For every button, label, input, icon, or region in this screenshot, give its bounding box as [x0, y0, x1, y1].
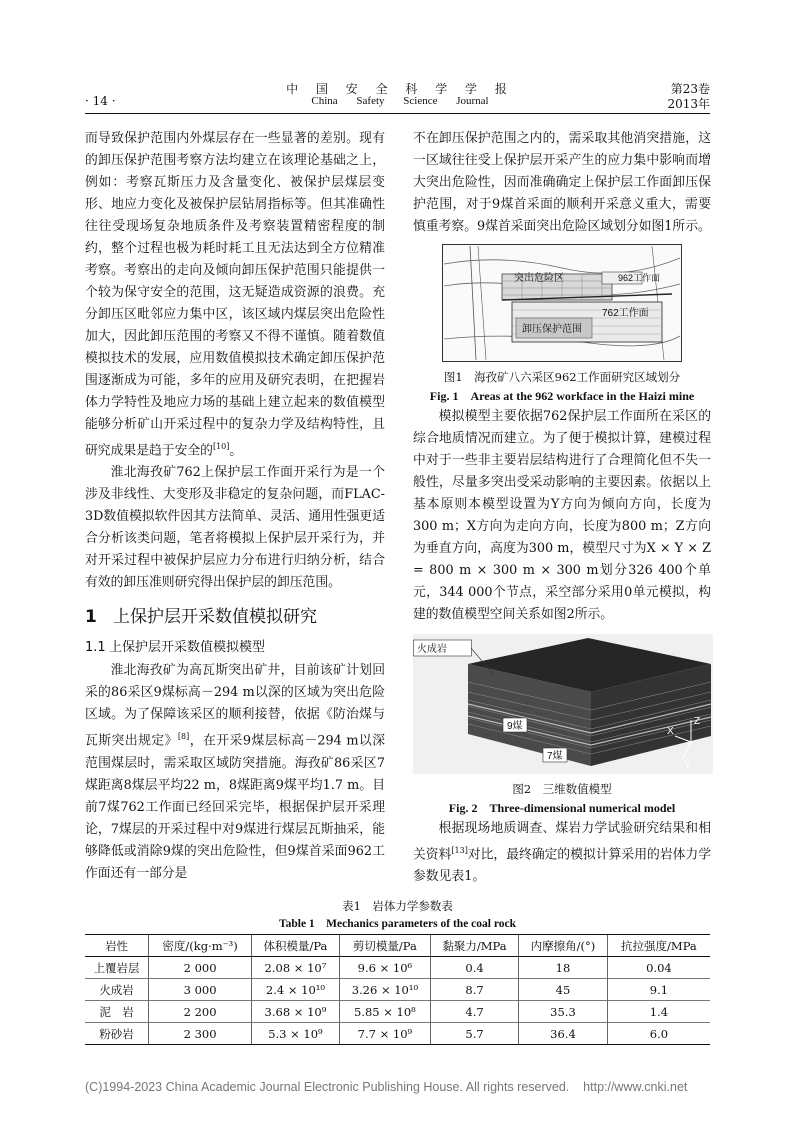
table-cell: 35.3: [519, 1001, 608, 1023]
col-header: 抗拉强度/MPa: [607, 935, 710, 957]
col-header: 密度/(kg·m⁻³): [149, 935, 252, 957]
axis-x-label: X: [667, 726, 674, 737]
table-cell: 2.4 × 10¹⁰: [252, 979, 340, 1001]
figure-2-3d-model: [413, 634, 713, 774]
table-cell: 0.04: [607, 957, 710, 979]
table-cell: 上覆岩层: [85, 957, 149, 979]
figure-1-caption-cn: 图1 海孜矿八六采区962工作面研究区域划分: [443, 370, 681, 384]
page-number: · 14 ·: [85, 94, 116, 108]
table-row: [85, 1023, 710, 1045]
rock-mechanics-table: [85, 934, 710, 1045]
figure-1-caption-en: Fig. 1 Areas at the 962 workface in the Haizi mine: [429, 389, 695, 403]
label-igneous-rock: 火成岩: [417, 644, 447, 655]
col-header: 岩性: [85, 935, 149, 957]
table-cell: 1.4: [607, 1001, 710, 1023]
table-cell: 5.7: [430, 1023, 518, 1045]
table-cell: 4.7: [430, 1001, 518, 1023]
table-cell: 5.85 × 10⁸: [339, 1001, 430, 1023]
table-cell: 9.6 × 10⁶: [339, 957, 430, 979]
table-cell: 8.7: [430, 979, 518, 1001]
paragraph: 根据现场地质调查、煤岩力学试验研究结果和相关资料[13]对比，最终确定的模拟计算采用的岩体力学参数见表1。: [413, 821, 712, 885]
col-header: 黏聚力/MPa: [430, 935, 518, 957]
table-cell: 2.08 × 10⁷: [252, 957, 340, 979]
citation: [13]: [451, 846, 468, 855]
journal-title-en: China Safety Science Journal: [311, 95, 489, 107]
subsection-heading: 1.1 上保护层开采数值模拟模型: [85, 640, 266, 656]
table-cell: 2 000: [149, 957, 252, 979]
journal-title-cn: 中 国 安 全 科 学 学 报: [286, 82, 514, 96]
table-cell: 7.7 × 10⁹: [339, 1023, 430, 1045]
section-heading: 1 上保护层开采数值模拟研究: [85, 607, 317, 628]
header-rule: [85, 113, 710, 114]
table-cell: 0.4: [430, 957, 518, 979]
table-header-row: [85, 935, 710, 957]
col-header: 内摩擦角/(°): [519, 935, 608, 957]
label-outburst-area: 突出危险区: [514, 273, 564, 284]
paragraph: 淮北海孜矿762上保护层工作面开采行为是一个涉及非线性、大变形及非稳定的复杂问题，而FLAC-3D数值模拟软件因其方法简单、灵活、通用性强更适合分析该类问题，笔者将模拟上保护层开采行为，并对开采过程中被保护层应力分布进行归纳分析，结合有效的卸压准则研究得出保护层的卸压范围。: [85, 465, 385, 591]
table-cell: 2 300: [149, 1023, 252, 1045]
table-row: [85, 1001, 710, 1023]
table-cell: 2 200: [149, 1001, 252, 1023]
citation: [8]: [177, 732, 190, 742]
paragraph: 淮北海孜矿为高瓦斯突出矿井，目前该矿计划回采的86采区9煤标高－294 m以深的区域为突出危险区域。为了保障该采区的顺利接替，依据《防治煤与瓦斯突出规定》[8]，在开采9煤层标高－294 m以深范围煤层时，需采取区域防突措施。海孜矿86采区7煤距离8煤层平均22 m，8煤距离9煤平均1.7 m。目前7煤762工作面已经回采完毕，根据保护层开采理论，7煤层的开采过程中对9煤进行煤层瓦斯抽采，能够降低或消除9煤的突出危险性，但9煤首采面962工作面还有一部分是: [85, 663, 385, 881]
figure-1-area-map: [442, 244, 682, 362]
label-face-762: 762工作面: [602, 308, 649, 319]
label-coal-9: 9煤: [507, 721, 523, 732]
paragraph: 不在卸压保护范围之内的，需采取其他消突措施，这一区域往往受上保护层开采产生的应力集中影响而增大突出危险性，因而准确确定上保护层工作面卸压保护范围，对于9煤首采面的顺利开采意义重大，需要慎重考察。9煤首采面突出危险区域划分如图1所示。: [413, 131, 711, 234]
axis-y-label: Y: [684, 760, 691, 771]
table-cell: 6.0: [607, 1023, 710, 1045]
year: 2013年: [667, 97, 710, 111]
figure-2-caption-en: Fig. 2 Three-dimensional numerical model: [448, 801, 676, 815]
volume: 第23卷: [670, 82, 710, 96]
table-cell: 9.1: [607, 979, 710, 1001]
table-row: [85, 979, 710, 1001]
table-cell: 5.3 × 10⁹: [252, 1023, 340, 1045]
table-cell: 18: [519, 957, 608, 979]
paragraph: 模拟模型主要依据762保护层工作面所在采区的综合地质情况而建立。为了便于模拟计算，建模过程中对于一些非主要岩层结构进行了合理简化但不失一般性，尽量多突出受采动影响的主要因素。依据以上基本原则本模型设置为Y方向为倾向方向，长度为300 m；X方向为走向方向，长度为800 m；Z方向为垂直方向，高度为300 m，模型尺寸为X × Y × Z = 800 m × 300 m × 300 m划分326 400个单元，344 000个节点，采空部分采用0单元模拟，构建的数值模型空间关系如图2所示。: [413, 409, 711, 622]
label-coal-7: 7煤: [547, 751, 563, 762]
citation: [10]: [212, 442, 230, 451]
label-protect-range: 卸压保护范围: [522, 324, 582, 335]
table-cell: 泥 岩: [85, 1001, 149, 1023]
table-cell: 3.68 × 10⁹: [252, 1001, 340, 1023]
axis-z-label: Z: [694, 716, 701, 727]
paragraph: 而导致保护范围内外煤层存在一些显著的差别。现有的卸压保护范围考察方法均建立在该理论基础之上，例如：考察瓦斯压力及含量变化、被保护层煤层变形、地应力变化及被保护层钻屑指标等。但其准确性往往受现场复杂地质条件及考察装置精密程度的制约，整个过程也极为耗时耗工且无法达到全方位精准考察。考察出的走向及倾向卸压保护范围只能提供一个较为保守安全的范围，这无疑造成资源的浪费。充分卸压区毗邻应力集中区，该区域内煤层突出危险性加大，因此卸压范围的考察又不得不谨慎。随着数值模拟技术的发展，应用数值模拟技术确定卸压保护范围逐渐成为可能，多年的应用及研究表明，在把握岩体力学特性及地应力场的基础上建立起来的数值模型能够分析矿山开采过程中的复杂力学及结构特性，且研究成果是趋于安全的[10]。: [85, 131, 385, 459]
table-cell: 3.26 × 10¹⁰: [339, 979, 430, 1001]
table-caption-en: Table 1 Mechanics parameters of the coal rock: [279, 918, 516, 930]
table-row: [85, 957, 710, 979]
label-face-962: 962工作面: [618, 273, 661, 283]
right-column: [413, 128, 711, 888]
table-cell: 45: [519, 979, 608, 1001]
copyright-footer: (C)1994-2023 China Academic Journal Electronic Publishing House. All rights reserved. http://www.cnki.net: [85, 1080, 688, 1094]
table-cell: 火成岩: [85, 979, 149, 1001]
table-cell: 3 000: [149, 979, 252, 1001]
left-column: [85, 128, 385, 885]
table-cell: 粉砂岩: [85, 1023, 149, 1045]
figure-2-caption-cn: 图2 三维数值模型: [512, 782, 612, 796]
table-caption-cn: 表1 岩体力学参数表: [342, 899, 453, 913]
table-cell: 36.4: [519, 1023, 608, 1045]
col-header: 剪切模量/Pa: [339, 935, 430, 957]
col-header: 体积模量/Pa: [252, 935, 340, 957]
